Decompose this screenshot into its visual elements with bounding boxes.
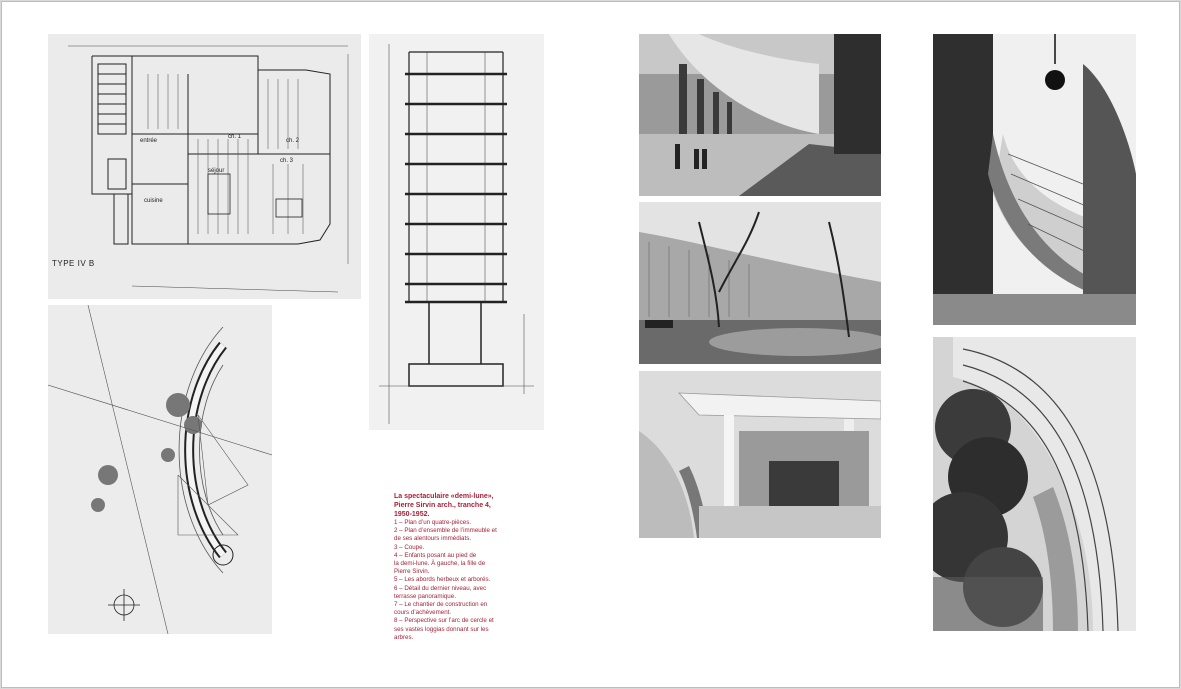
caption-line: arbres. — [394, 633, 414, 641]
room-label-ch3: ch. 3 — [280, 158, 294, 164]
site-plan-drawing — [48, 305, 272, 634]
photo-arc-perspective — [933, 337, 1136, 631]
caption-line: la demi-lune. À gauche, la fille de — [394, 560, 486, 568]
caption-title-line-3: 1950-1952. — [394, 511, 430, 518]
caption-line: 3 – Coupe. — [394, 543, 425, 551]
caption-line: 7 – Le chantier de construction en — [394, 601, 488, 609]
caption-line: 5 – Les abords herbeux et arborés. — [394, 576, 491, 584]
photo-7-image — [933, 34, 1136, 325]
floor-plan-drawing — [48, 34, 361, 299]
caption-line: ses vastes loggias donnant sur les — [394, 625, 489, 633]
photo-6-image — [639, 371, 881, 538]
caption-line: 2 – Plan d’ensemble de l’immeuble et — [394, 527, 497, 535]
caption-line: 4 – Enfants posant au pied de — [394, 551, 477, 559]
caption-title-line-2: Pierre Sirvin arch., tranche 4, — [394, 502, 491, 509]
photo-top-level-terrace — [639, 371, 881, 538]
photo-8-image — [933, 337, 1136, 631]
caption-line: 6 – Détail du dernier niveau, avec — [394, 584, 487, 592]
book-spread — [1, 1, 1180, 688]
caption-line: terrasse panoramique. — [394, 592, 456, 600]
section-drawing — [369, 34, 544, 430]
figure-caption — [394, 492, 510, 642]
room-label-ch2: ch. 2 — [286, 138, 300, 144]
room-label-entree: entrée — [140, 138, 158, 144]
caption-title-line-1: La spectaculaire «demi-lune», — [394, 493, 494, 500]
caption-line: de ses alentours immédiats. — [394, 535, 472, 543]
caption-line: 8 – Perspective sur l’arc de cercle et — [394, 617, 494, 625]
photo-construction-site — [933, 34, 1136, 325]
photo-4-image — [639, 34, 881, 196]
caption-line: Pierre Sirvin. — [394, 568, 430, 576]
photo-children-demi-lune — [639, 34, 881, 196]
room-label-cuisine: cuisine — [144, 198, 163, 204]
room-label-ch1: ch. 1 — [228, 134, 242, 140]
caption-line: 1 – Plan d’un quatre-pièces. — [394, 519, 472, 526]
room-label-sejour: séjour — [208, 168, 225, 174]
caption-line: cours d’achèvement. — [394, 609, 452, 617]
floor-plan-type-label: TYPE IV B — [52, 259, 95, 268]
photo-grassy-surroundings — [639, 202, 881, 364]
site-plan-figure — [48, 305, 272, 634]
section-figure — [369, 34, 544, 430]
floor-plan-figure — [48, 34, 361, 299]
photo-5-image — [639, 202, 881, 364]
